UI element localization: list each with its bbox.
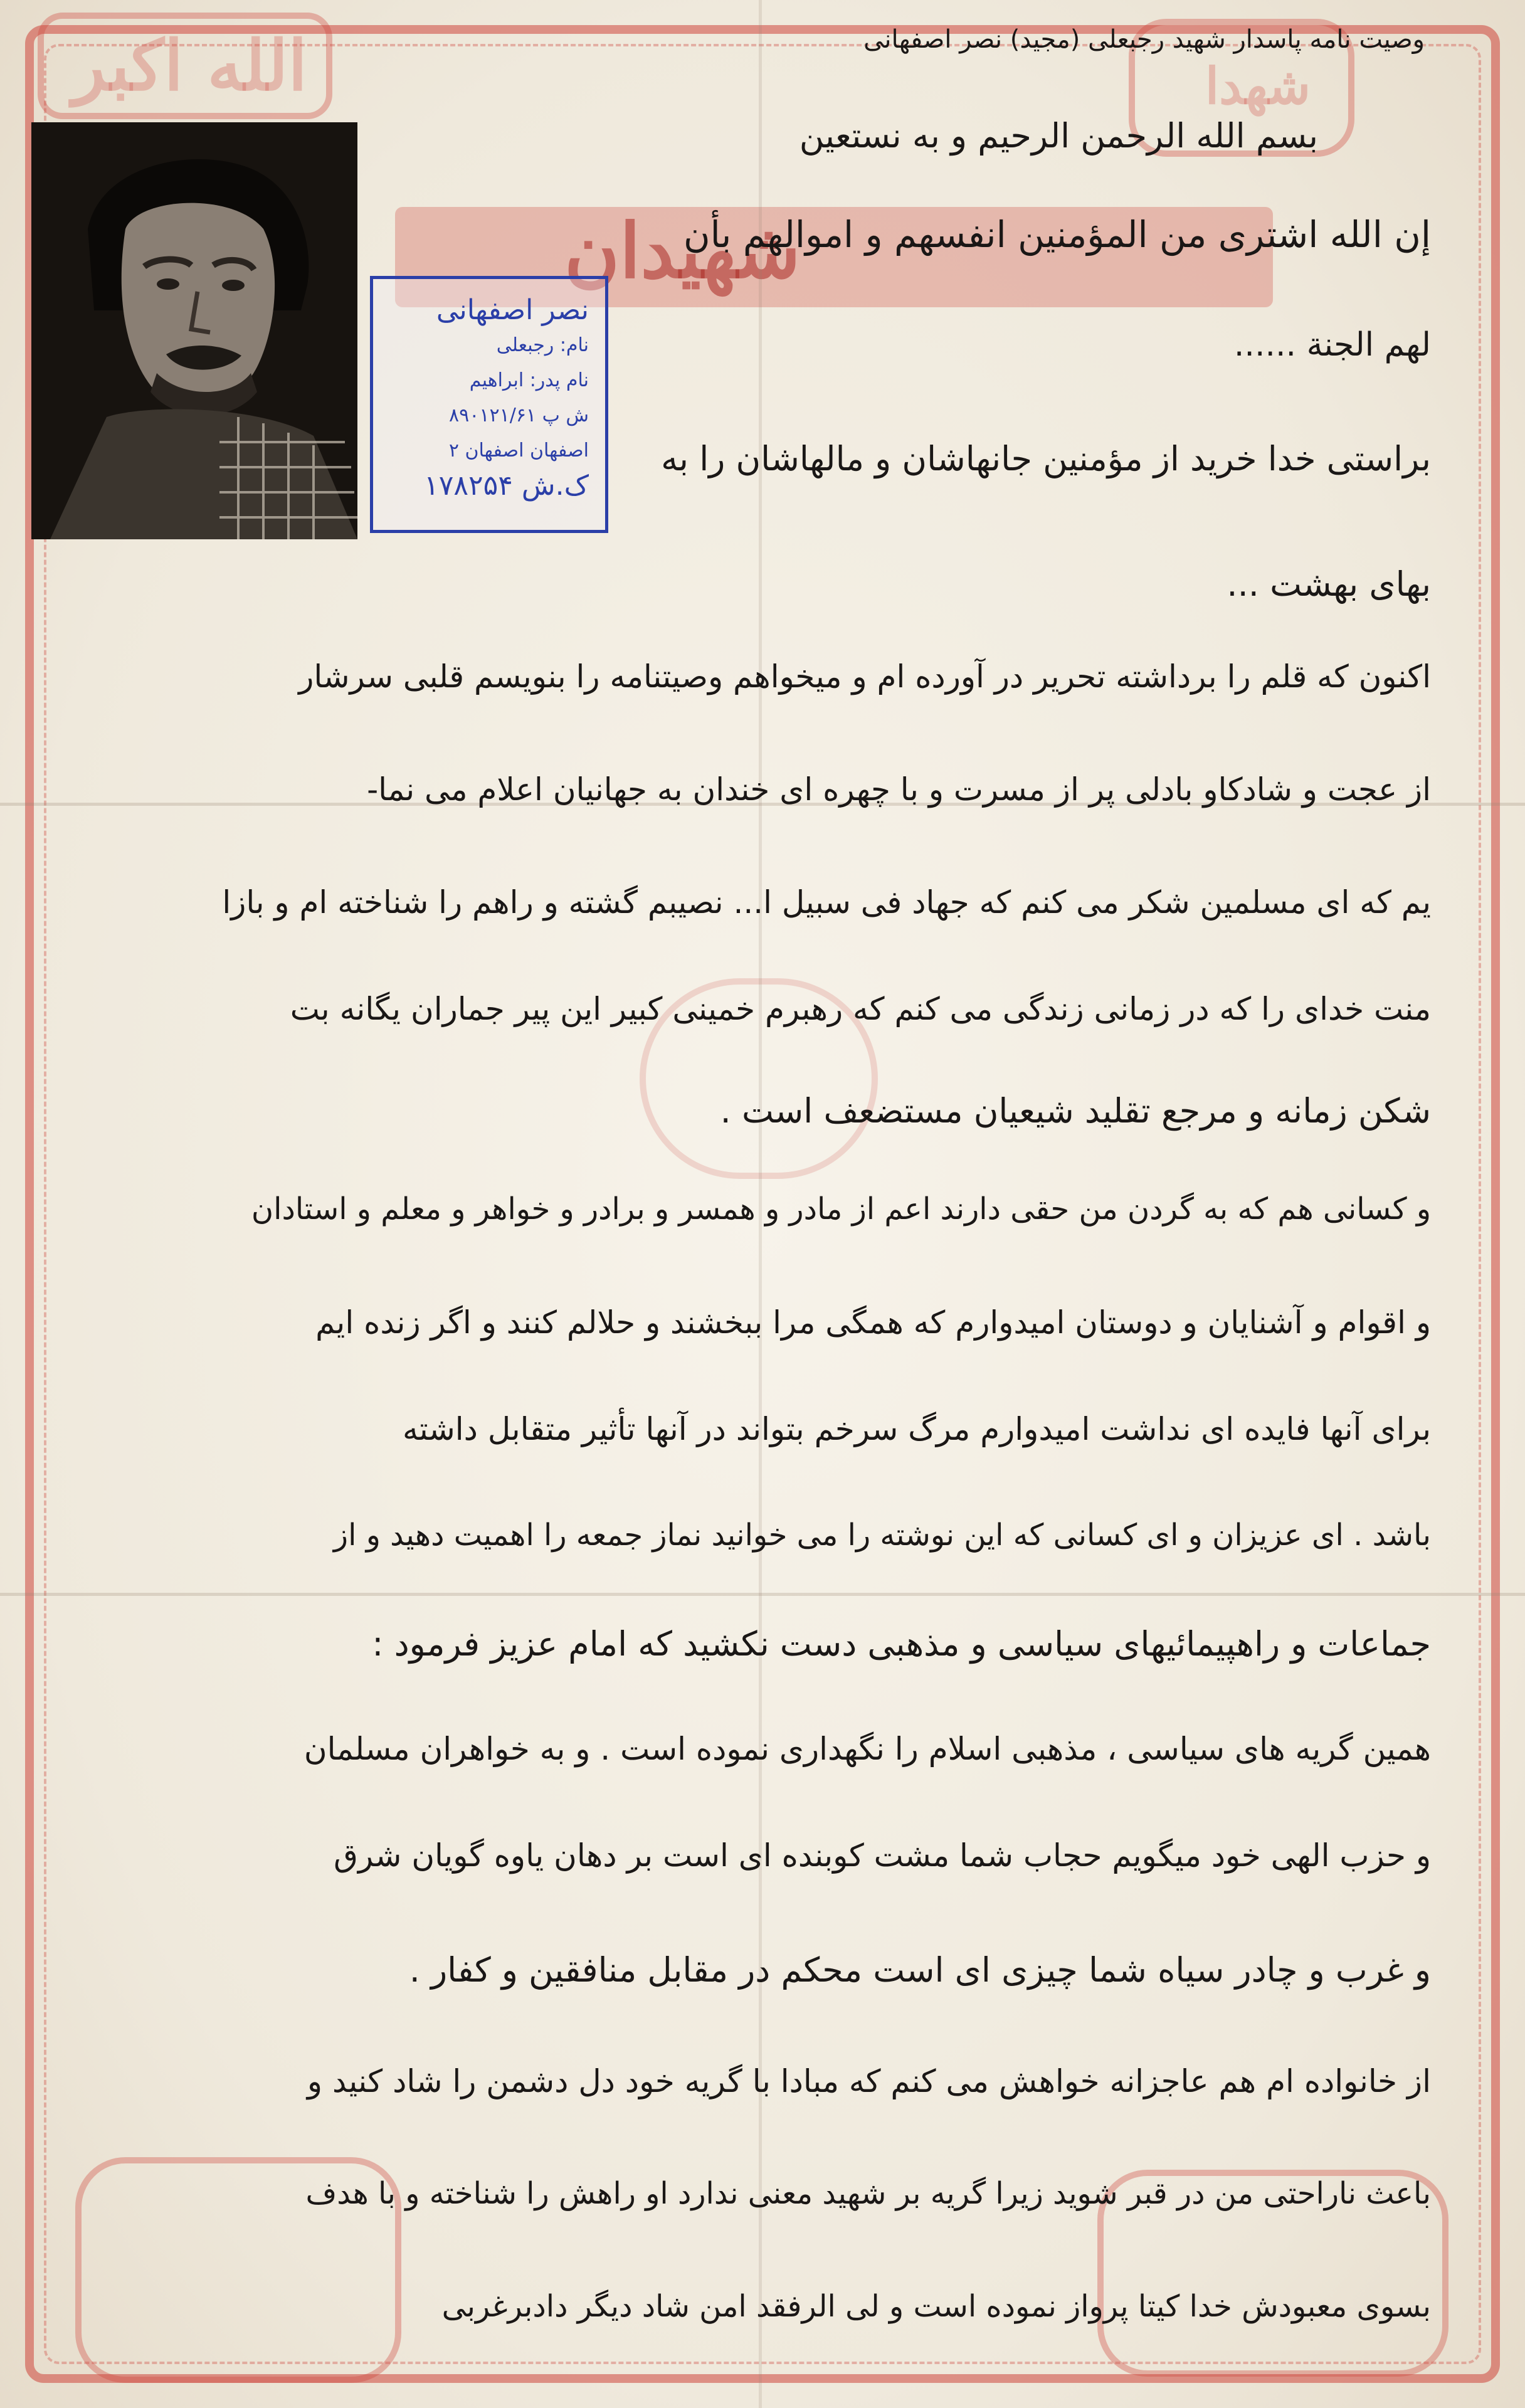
stamp-line: ش پ ۸۹۰۱۲۱/۶۱ [449,404,589,426]
corner-word: الله اکبر [72,25,307,106]
banner-text: شهیدان [564,207,801,295]
will-text-line: از عجت و شادکاو بادلی پر از مسرت و با چهره ای خندان به جهانیان اعلام می نما- [367,771,1431,808]
header-note: وصیت نامه پاسدار شهید رجبعلی (مجید) نصر اصفهانی [863,25,1425,54]
id-stamp [370,276,608,533]
will-text-line: و غرب و چادر سیاه شما چیزی ای است محکم در مقابل منافقین و کفار . [409,1950,1431,1990]
will-text-line: و کسانی هم که به گردن من حقی دارند اعم از مادر و همسر و برادر و خواهر و معلم و استادان [251,1191,1431,1227]
portrait-image [31,122,357,539]
will-text-line: از خانواده ام هم عاجزانه خواهش می کنم که مبادا با گریه خود دل دشمن را شاد کنید و [307,2063,1431,2099]
will-text-line: و اقوام و آشنایان و دوستان امیدوارم که همگی مرا ببخشند و حلالم کنند و اگر زنده ایم [315,1304,1431,1341]
will-text-line: بسوی معبودش خدا کیتا پرواز نموده است و لی الرفقد امن شاد دیگر دادبرغربی [441,2289,1431,2324]
paper-fold [0,1593,1525,1596]
stamp-line: نام: رجبعلی [496,334,589,356]
corner-ornament-top-left [38,13,332,119]
stamp-line: نصر اصفهانی [436,294,589,326]
will-text-line: منت خدای را که در زمانی زندگی می کنم که رهبرم خمینی کبیر این پیر جماران یگانه بت [290,991,1431,1027]
quran-verse-line-1: إن الله اشتری من المؤمنین انفسهم و اموالهم بأن [683,213,1431,256]
stamp-line: اصفهان اصفهان ۲ [448,440,589,462]
will-text-line: همین گریه های سیاسی ، مذهبی اسلام را نگهداری نموده است . و به خواهران مسلمان [303,1731,1431,1767]
will-text-line: جماعات و راهپیمائیهای سیاسی و مذهبی دست نکشید که امام عزیز فرمود : [372,1624,1431,1664]
quran-verse-line-2: لهم الجنة ...... [1233,326,1431,364]
top-right-seal-text: شهدا [1205,56,1311,115]
portrait-photo [31,122,357,539]
will-text-line: براستی خدا خرید از مؤمنین جانهاشان و مالهاشان را به [661,439,1431,478]
will-text-line: و حزب الهی خود میگویم حجاب شما مشت کوبنده ای است بر دهان یاوه گویان شرق [334,1837,1431,1874]
will-text-line: برای آنها فایده ای نداشت امیدوارم مرگ سرخم بتواند در آنها تأثیر متقابل داشته [403,1411,1431,1447]
will-text-line: اکنون که قلم را برداشته تحریر در آورده ام و میخواهم وصیتنامه را بنویسم قلبی سرشار [298,658,1431,695]
will-text-line: باعث ناراحتی من در قبر شوید زیرا گریه بر شهید معنی ندارد او راهش را شناخته و با هدف [305,2176,1431,2211]
will-text-line: شکن زمانه و مرجع تقلید شیعیان مستضعف است . [720,1091,1431,1131]
will-text-line: بهای بهشت ... [1227,564,1431,604]
will-text-line: یم که ای مسلمین شکر می کنم که جهاد فی سبیل ا... نصیبم گشته و راهم را شناخته ام و بازا [222,884,1431,921]
stamp-line: ک.ش ۱۷۸۲۵۴ [424,470,589,502]
will-text-line: باشد . ای عزیزان و ای کسانی که این نوشته را می خوانید نماز جمعه را اهمیت دهید و از [333,1518,1431,1553]
stamp-line: نام پدر: ابراهیم [469,369,589,391]
bismillah-line: بسم الله الرحمن الرحیم و به نستعین [799,116,1318,156]
